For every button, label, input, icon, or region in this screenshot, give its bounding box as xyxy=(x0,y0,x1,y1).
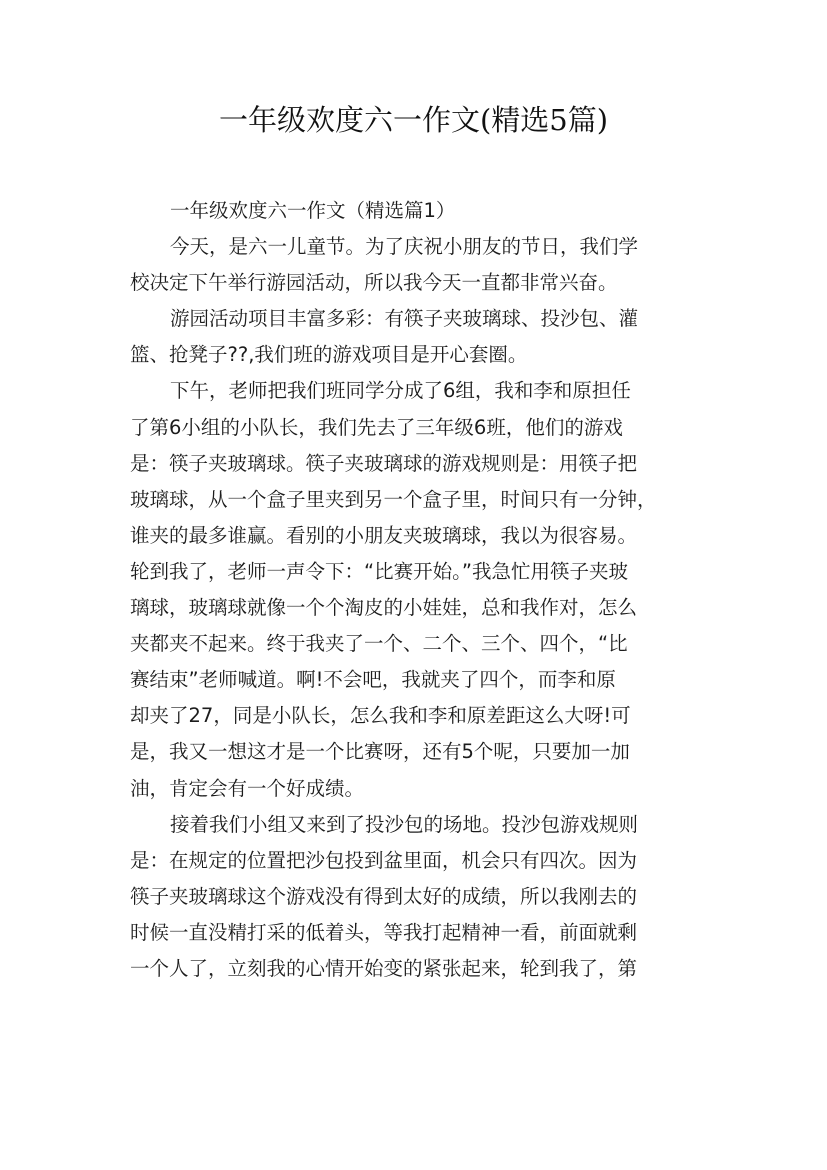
paragraph-line: 轮到我了，老师一声令下：“比赛开始。”我急忙用筷子夹玻 xyxy=(130,559,628,583)
paragraph-line: 下午，老师把我们班同学分成了6组，我和李和原担任 xyxy=(170,379,631,403)
paragraph-line: 筷子夹玻璃球这个游戏没有得到太好的成绩，所以我刚去的 xyxy=(130,884,638,908)
paragraph-line: 今天，是六一儿童节。为了庆祝小朋友的节日，我们学 xyxy=(170,235,639,259)
paragraph-line: 校决定下午举行游园活动，所以我今天一直都非常兴奋。 xyxy=(130,271,618,295)
paragraph-line: 玻璃球，从一个盒子里夹到另一个盒子里，时间只有一分钟， xyxy=(130,487,657,511)
paragraph-line: 游园活动项目丰富多彩：有筷子夹玻璃球、投沙包、灌 xyxy=(170,307,639,331)
paragraph-line: 谁夹的最多谁赢。看别的小朋友夹玻璃球，我以为很容易。 xyxy=(130,523,638,547)
paragraph-line: 是：在规定的位置把沙包投到盆里面，机会只有四次。因为 xyxy=(130,848,638,872)
paragraph-line: 了第6小组的小队长，我们先去了三年级6班，他们的游戏 xyxy=(130,415,623,439)
section-heading: 一年级欢度六一作文（精选篇1） xyxy=(170,199,456,222)
paragraph-line: 是：筷子夹玻璃球。筷子夹玻璃球的游戏规则是：用筷子把 xyxy=(130,451,638,475)
paragraph-line: 璃球，玻璃球就像一个个淘皮的小娃娃，总和我作对，怎么 xyxy=(130,596,638,620)
paragraph-line: 却夹了27，同是小队长，怎么我和李和原差距这么大呀!可 xyxy=(130,704,631,728)
paragraph-line: 接着我们小组又来到了投沙包的场地。投沙包游戏规则 xyxy=(170,812,639,836)
paragraph-line: 是，我又一想这才是一个比赛呀，还有5个呢，只要加一加 xyxy=(130,740,630,764)
paragraph-line: 时候一直没精打采的低着头，等我打起精神一看，前面就剩 xyxy=(130,920,638,944)
paragraph-line: 夹都夹不起来。终于我夹了一个、二个、三个、四个，“比 xyxy=(130,632,628,656)
document-title: 一年级欢度六一作文(精选5篇) xyxy=(218,103,609,137)
paragraph-line: 赛结束”老师喊道。啊!不会吧，我就夹了四个，而李和原 xyxy=(130,668,616,692)
paragraph-line: 一个人了，立刻我的心情开始变的紧张起来，轮到我了，第 xyxy=(130,956,638,980)
document-body xyxy=(130,193,714,987)
paragraph-line: 油，肯定会有一个好成绩。 xyxy=(130,776,365,800)
paragraph-line: 篮、抢凳子??,我们班的游戏项目是开心套圈。 xyxy=(130,343,528,367)
